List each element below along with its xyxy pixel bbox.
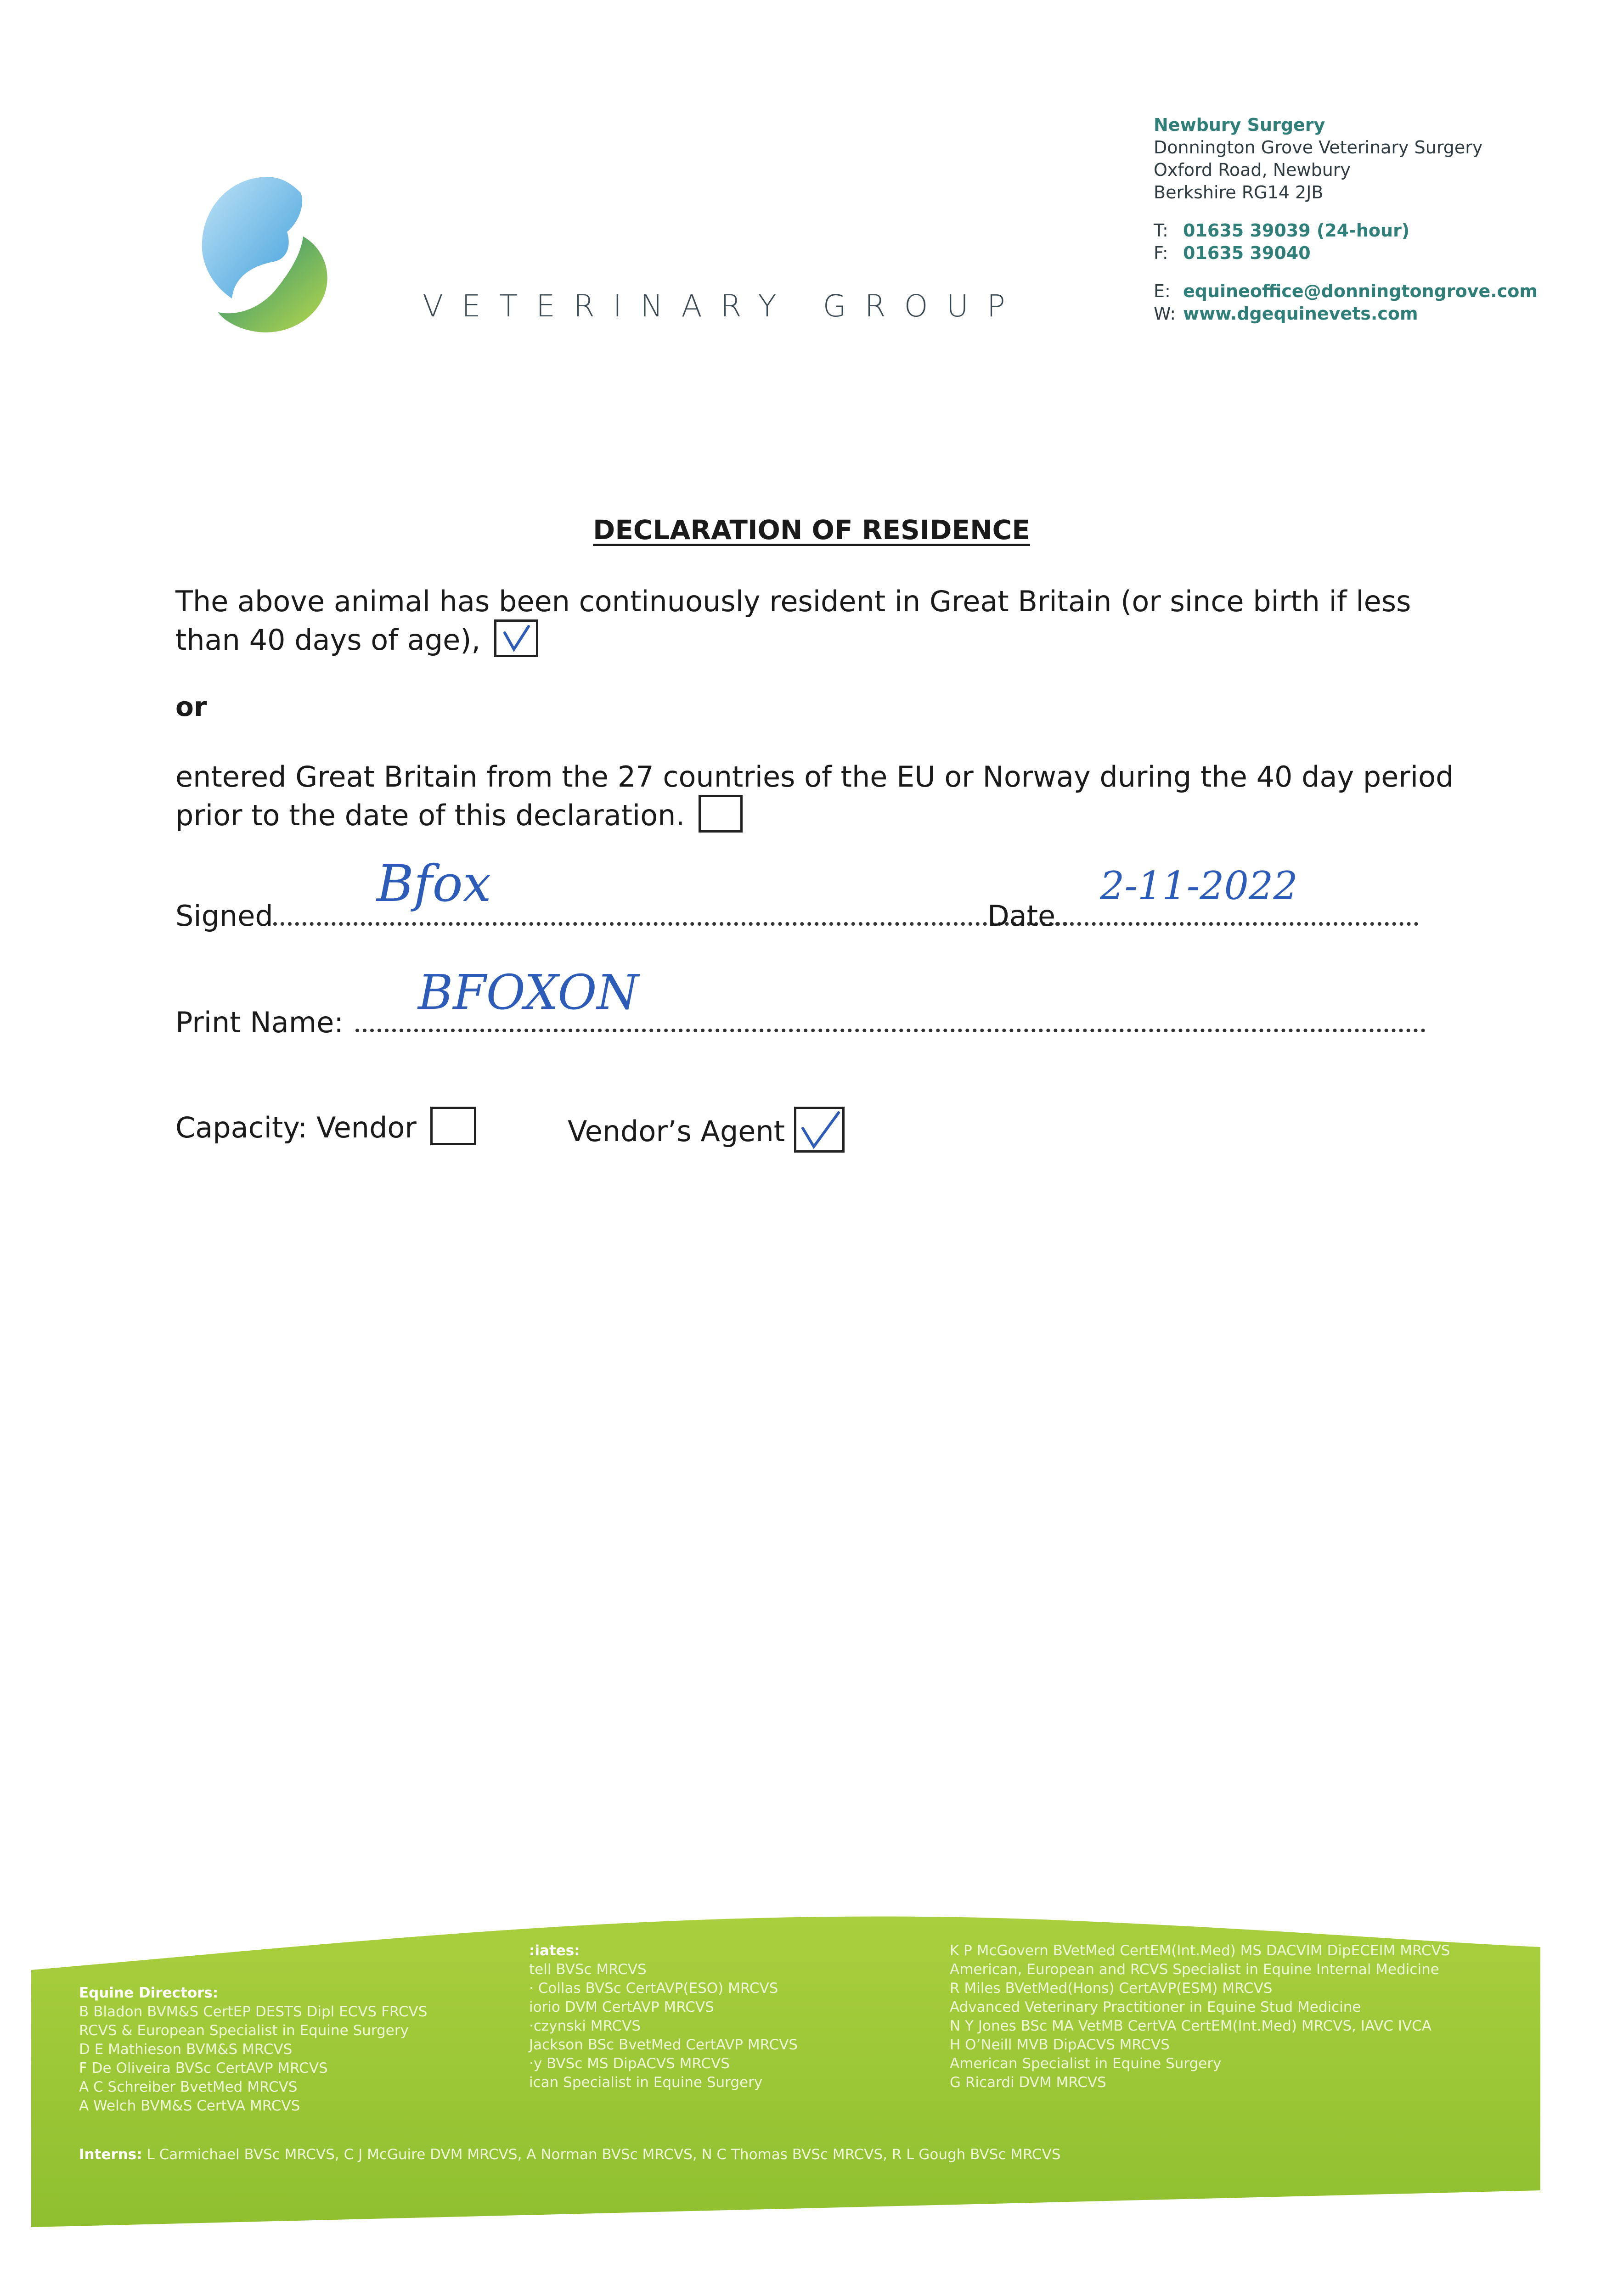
- web-link[interactable]: www.dgequinevets.com: [1183, 304, 1418, 324]
- specialist-line: G Ricardi DVM MRCVS: [950, 2074, 1106, 2091]
- director-line: F De Oliveira BVSc CertAVP MRCVS: [79, 2060, 328, 2077]
- form-title: DECLARATION OF RESIDENCE: [593, 514, 1030, 546]
- capacity-label: Capacity: Vendor: [175, 1111, 417, 1145]
- agent-label: Vendor’s Agent: [568, 1114, 785, 1148]
- print-name-value[interactable]: BFOXON: [418, 964, 639, 1020]
- associate-line: iorio DVM CertAVP MRCVS: [529, 1999, 714, 2015]
- agent-row: [568, 1110, 845, 1156]
- directors-column: [79, 1984, 427, 2116]
- specialist-line: American Specialist in Equine Surgery: [950, 2055, 1222, 2072]
- director-line: A C Schreiber BvetMed MRCVS: [79, 2079, 298, 2095]
- signature[interactable]: Bfox: [377, 854, 491, 913]
- email-link[interactable]: equineoffice@donningtongrove.com: [1183, 281, 1538, 301]
- capacity-row: [175, 1110, 476, 1149]
- address-line-2: Oxford Road, Newbury: [1154, 160, 1351, 180]
- fax-line: F: 01635 39040: [1154, 243, 1311, 263]
- option2-checkbox[interactable]: [699, 795, 743, 833]
- director-line: RCVS & European Specialist in Equine Surgery: [79, 2022, 409, 2039]
- specialist-line: K P McGovern BVetMed CertEM(Int.Med) MS DACVIM DipECEIM MRCVS: [950, 1942, 1450, 1959]
- associates-title: :iates:: [529, 1942, 580, 1959]
- specialist-line: H O’Neill MVB DipACVS MRCVS: [950, 2037, 1170, 2053]
- print-name-row: [175, 1006, 1426, 1039]
- print-name-label: Print Name:: [175, 1006, 344, 1039]
- fax-number: 01635 39040: [1183, 243, 1311, 263]
- associates-column: [529, 1941, 798, 2092]
- option2-block: [175, 758, 1461, 836]
- director-line: D E Mathieson BVM&S MRCVS: [79, 2041, 293, 2058]
- interns-list: L Carmichael BVSc MRCVS, C J McGuire DVM MRCVS, A Norman BVSc MRCVS, N C Thomas BVSc MRCVS, R L Gough BVSc MRCVS: [147, 2146, 1061, 2163]
- or-text: or: [175, 691, 207, 722]
- option1-block: [175, 582, 1461, 661]
- contact-block: [1154, 114, 1538, 325]
- associate-line: tell BVSc MRCVS: [529, 1961, 647, 1978]
- specialists-column: [950, 1941, 1450, 2092]
- date-value[interactable]: 2-11-2022: [1100, 863, 1298, 908]
- veterinary-group-logo: [186, 168, 351, 342]
- associate-line: ·y BVSc MS DipACVS MRCVS: [529, 2055, 730, 2072]
- phone-number: 01635 39039 (24-hour): [1183, 220, 1410, 241]
- address-line-3: Berkshire RG14 2JB: [1154, 182, 1324, 203]
- associate-line: Jackson BSc BvetMed CertAVP MRCVS: [529, 2037, 798, 2053]
- email-line: E: equineoffice@donningtongrove.com: [1154, 281, 1538, 301]
- director-line: B Bladon BVM&S CertEP DESTS Dipl ECVS FRCVS: [79, 2003, 428, 2020]
- specialist-line: Advanced Veterinary Practitioner in Equine Stud Medicine: [950, 1999, 1361, 2015]
- office-name: Newbury Surgery: [1154, 115, 1325, 135]
- specialist-line: American, European and RCVS Specialist in Equine Internal Medicine: [950, 1961, 1439, 1978]
- date-label: Date: [987, 899, 1056, 933]
- web-line: W: www.dgequinevets.com: [1154, 304, 1418, 324]
- vendor-checkbox[interactable]: [430, 1107, 476, 1145]
- director-line: A Welch BVM&S CertVA MRCVS: [79, 2098, 300, 2114]
- brand-text: VETERINARY GROUP: [423, 288, 1024, 324]
- option1-text: The above animal has been continuously resident in Great Britain (or since birth if less than 40 days of age),: [175, 585, 1411, 657]
- directors-title: Equine Directors:: [79, 1985, 219, 2001]
- interns-line: [79, 2145, 1061, 2164]
- interns-label: Interns:: [79, 2146, 142, 2163]
- agent-checkbox[interactable]: [794, 1107, 845, 1153]
- associate-line: · Collas BVSc CertAVP(ESO) MRCVS: [529, 1980, 778, 1997]
- signed-row: [175, 899, 1068, 933]
- associate-line: ican Specialist in Equine Surgery: [529, 2074, 763, 2091]
- signed-label: Signed: [175, 899, 273, 933]
- option1-checkbox[interactable]: [494, 619, 538, 657]
- specialist-line: R Miles BVetMed(Hons) CertAVP(ESM) MRCVS: [950, 1980, 1273, 1997]
- option2-text: entered Great Britain from the 27 countries of the EU or Norway during the 40 day period prior to the date of this declaration.: [175, 760, 1454, 832]
- associate-line: ·czynski MRCVS: [529, 2018, 641, 2034]
- address-line-1: Donnington Grove Veterinary Surgery: [1154, 137, 1483, 158]
- specialist-line: N Y Jones BSc MA VetMB CertVA CertEM(Int.Med) MRCVS, IAVC IVCA: [950, 2018, 1432, 2034]
- phone-line: T: 01635 39039 (24-hour): [1154, 220, 1410, 241]
